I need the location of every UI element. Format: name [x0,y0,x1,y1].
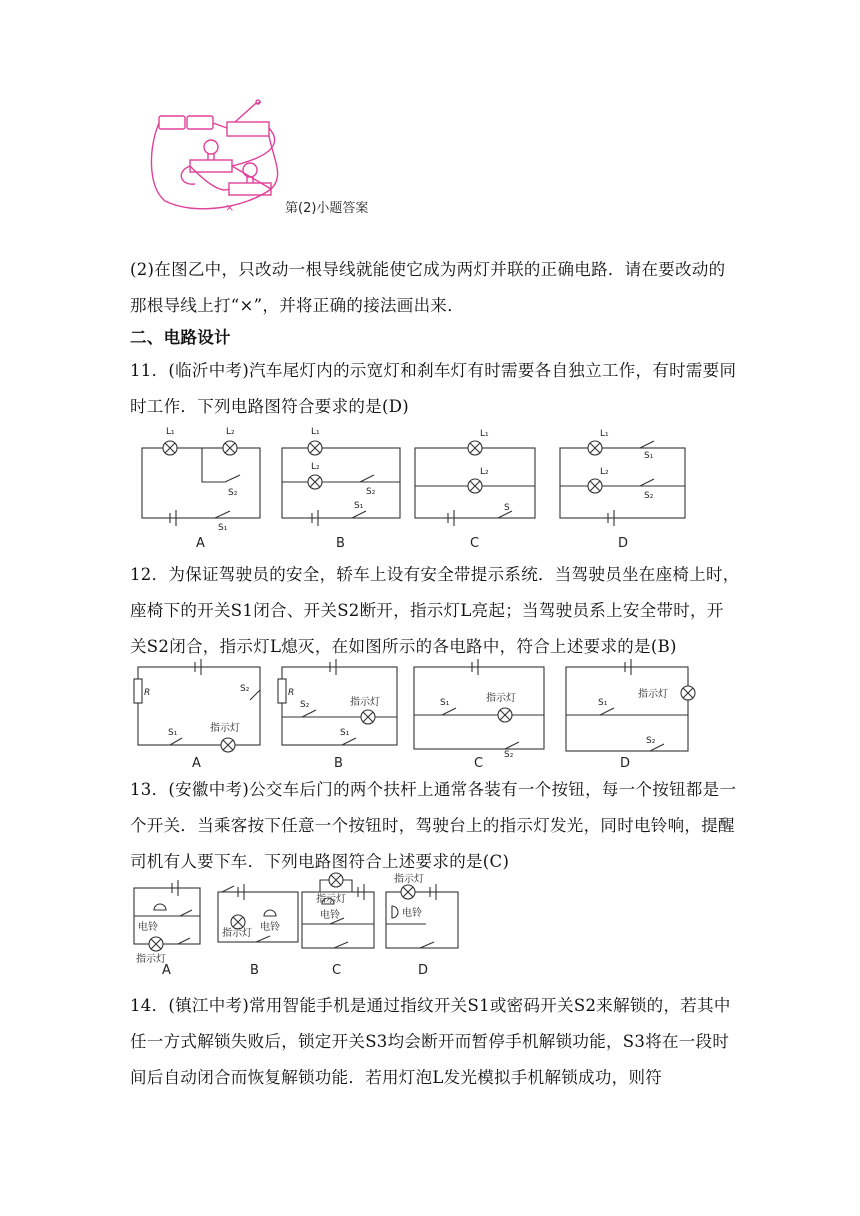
q12-label-b: B [334,756,343,771]
q11-b-s1: S₁ [354,501,364,511]
section-title: 二、电路设计 [130,328,231,347]
q12-label-c: C [474,756,484,771]
q12-label-d: D [620,756,631,771]
q12-text: 12．为保证驾驶员的安全，轿车上设有安全带提示系统．当驾驶员坐在座椅上时，座椅下的开关S1闭合、开关S2断开，指示灯L亮起；当驾驶员系上安全带时，开关S2闭合，指示灯L熄灭，在如图所示的各电路中，符合上述要求的是(B) [130,565,740,656]
q12-d-s2: S₂ [646,736,656,746]
q12-a-s1: S₁ [168,728,178,738]
q11-text: 11．(临沂中考)汽车尾灯内的示宽灯和刹车灯有时需要各自独立工作，有时需要同时工作．下列电路图符合要求的是(D) [130,361,737,416]
q13-d-bell: 电铃 [402,908,422,919]
q12-a-s2: S₂ [240,684,250,694]
q10-answer-figure [145,96,425,221]
q12-d-s1: S₁ [598,698,608,708]
q13-d-lamp: 指示灯 [394,874,424,885]
q13-a-lamp: 指示灯 [136,954,166,965]
q11-a-s2: S₂ [228,488,238,498]
q11-c-s: S [504,503,510,513]
q13-figures [130,870,480,978]
q12-c-lamp: 指示灯 [486,693,516,704]
q12-b-s2: S₂ [300,700,310,710]
q13-b-bell: 电铃 [260,922,280,933]
q11-a-l1: L₁ [166,427,175,437]
q12-c-s2: S₂ [504,750,514,760]
q11-a-s1: S₁ [218,523,228,533]
q11-label-c: C [470,536,480,551]
q12-c-s1: S₁ [440,698,450,708]
q12-a-r: R [144,688,151,698]
q11-d-s1: S₁ [644,451,654,461]
q12-figures [130,655,710,773]
q14-text: 14．(镇江中考)常用智能手机是通过指纹开关S1或密码开关S2来解锁的，若其中任一方式解锁失败后，锁定开关S3均会断开而暂停手机解锁功能，S3将在一段时间后自动闭合而恢复解锁功能．若用灯泡L发光模拟手机解锁成功，则符 [130,996,731,1087]
q13-text: 13．(安徽中考)公交车后门的两个扶杆上通常各装有一个按钮，每一个按钮都是一个开关．当乘客按下任意一个按钮时，驾驶台上的指示灯发光，同时电铃响，提醒司机有人要下车．下列电路图符合上述要求的是(C) [130,780,737,871]
q12-a-lamp: 指示灯 [210,723,240,734]
q13-label-d: D [418,963,429,978]
q11-b-l2: L₂ [311,462,320,472]
q11-figures [130,420,710,555]
q11-label-d: D [618,536,629,551]
q13-c-lamp: 指示灯 [316,894,346,905]
q11-d-l2: L₂ [600,467,609,477]
q13-label-c: C [332,963,342,978]
q13-label-b: B [250,963,259,978]
q12-b-r: R [288,688,295,698]
q12-b-s1: S₁ [340,728,350,738]
q13-a-bell: 电铃 [138,922,158,933]
q13-c-bell: 电铃 [320,910,340,921]
q11-a-l2: L₂ [226,427,235,437]
q11-label-b: B [336,536,345,551]
q11-b-l1: L₁ [311,427,320,437]
q13-b-lamp: 指示灯 [222,928,252,939]
q11-d-s2: S₂ [644,491,654,501]
figure-caption: 第(2)小题答案 [285,201,369,216]
q12-label-a: A [192,756,201,771]
q11-b-s2: S₂ [366,487,376,497]
q12-b-lamp: 指示灯 [350,697,380,708]
q10-part2-text: (2)在图乙中，只改动一根导线就能使它成为两灯并联的正确电路．请在要改动的那根导线上打“×”，并将正确的接法画出来． [130,260,726,315]
q11-c-l2: L₂ [480,467,489,477]
q11-d-l1: L₁ [600,429,609,439]
svg-text:×: × [225,201,235,214]
q13-label-a: A [162,963,171,978]
q11-label-a: A [196,536,205,551]
q12-d-lamp: 指示灯 [638,689,668,700]
q11-c-l1: L₁ [480,429,489,439]
